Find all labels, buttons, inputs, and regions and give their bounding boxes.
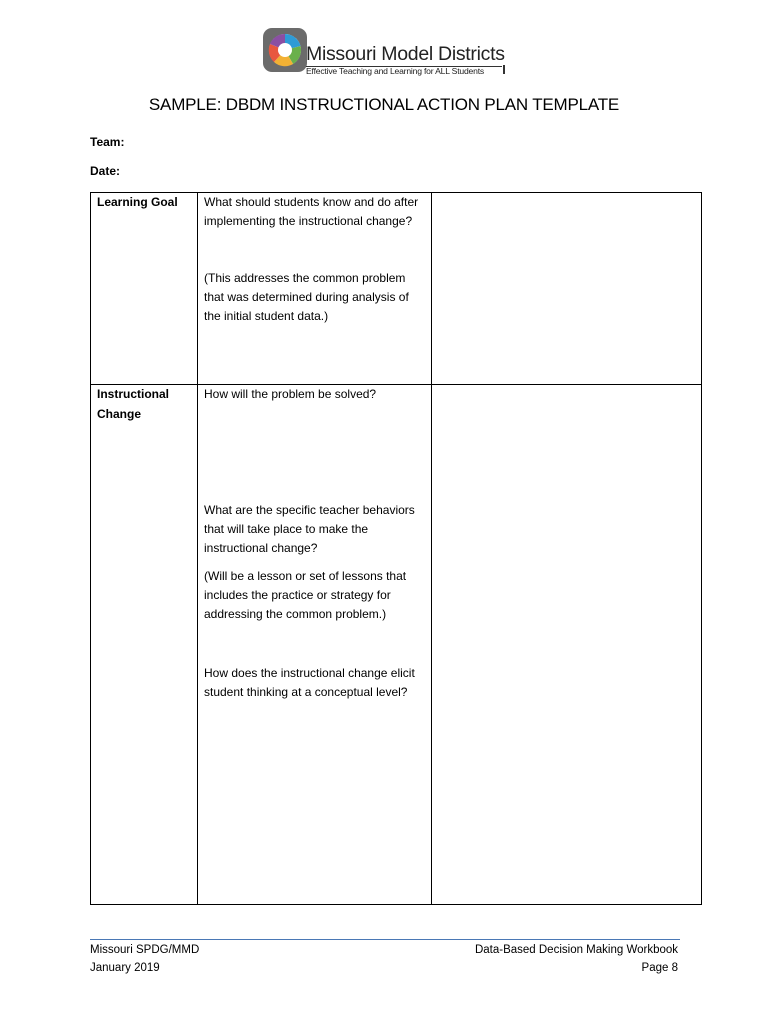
logo-divider [503, 65, 505, 74]
instructional-change-label: Instructional Change [97, 387, 170, 421]
row-label-cell [91, 385, 198, 905]
logo-mark-icon [262, 27, 308, 73]
prompt-text: What are the specific teacher behaviors that will take place to make the instructional change? [204, 503, 415, 555]
missouri-model-districts-logo [262, 27, 512, 76]
table-row-learning-goal [91, 193, 702, 385]
document-title: SAMPLE: DBDM INSTRUCTIONAL ACTION PLAN TEMPLATE [148, 95, 620, 114]
learning-goal-label: Learning Goal [97, 195, 178, 209]
footer-left-line1: Missouri SPDG/MMD [90, 944, 200, 956]
prompt-text: How will the problem be solved? [204, 387, 377, 401]
footer-right-line1: Data-Based Decision Making Workbook [474, 944, 678, 956]
logo-name: Missouri Model Districts [306, 43, 505, 65]
response-cell-instructional-change[interactable] [432, 385, 702, 905]
prompt-cell [198, 193, 432, 385]
prompt-text: (This addresses the common problem that was determined during analysis of the initial student data.) [204, 271, 409, 323]
prompt-text: What should students know and do after implementing the instructional change? [204, 195, 419, 228]
prompt-text: (Will be a lesson or set of lessons that includes the practice or strategy for addressing the common problem.) [204, 569, 407, 621]
footer-page-number: Page 8 [641, 962, 678, 974]
date-label: Date: [90, 164, 121, 178]
logo-tagline: Effective Teaching and Learning for ALL Students [306, 66, 502, 76]
team-label: Team: [90, 135, 125, 149]
prompt-text: How does the instructional change elicit student thinking at a conceptual level? [204, 666, 415, 699]
footer-divider [90, 939, 680, 940]
row-label-cell [91, 193, 198, 385]
prompt-cell [198, 385, 432, 905]
action-plan-table [90, 192, 702, 905]
table-row-instructional-change [91, 385, 702, 905]
response-cell-learning-goal[interactable] [432, 193, 702, 385]
footer-left-line2: January 2019 [90, 962, 160, 974]
